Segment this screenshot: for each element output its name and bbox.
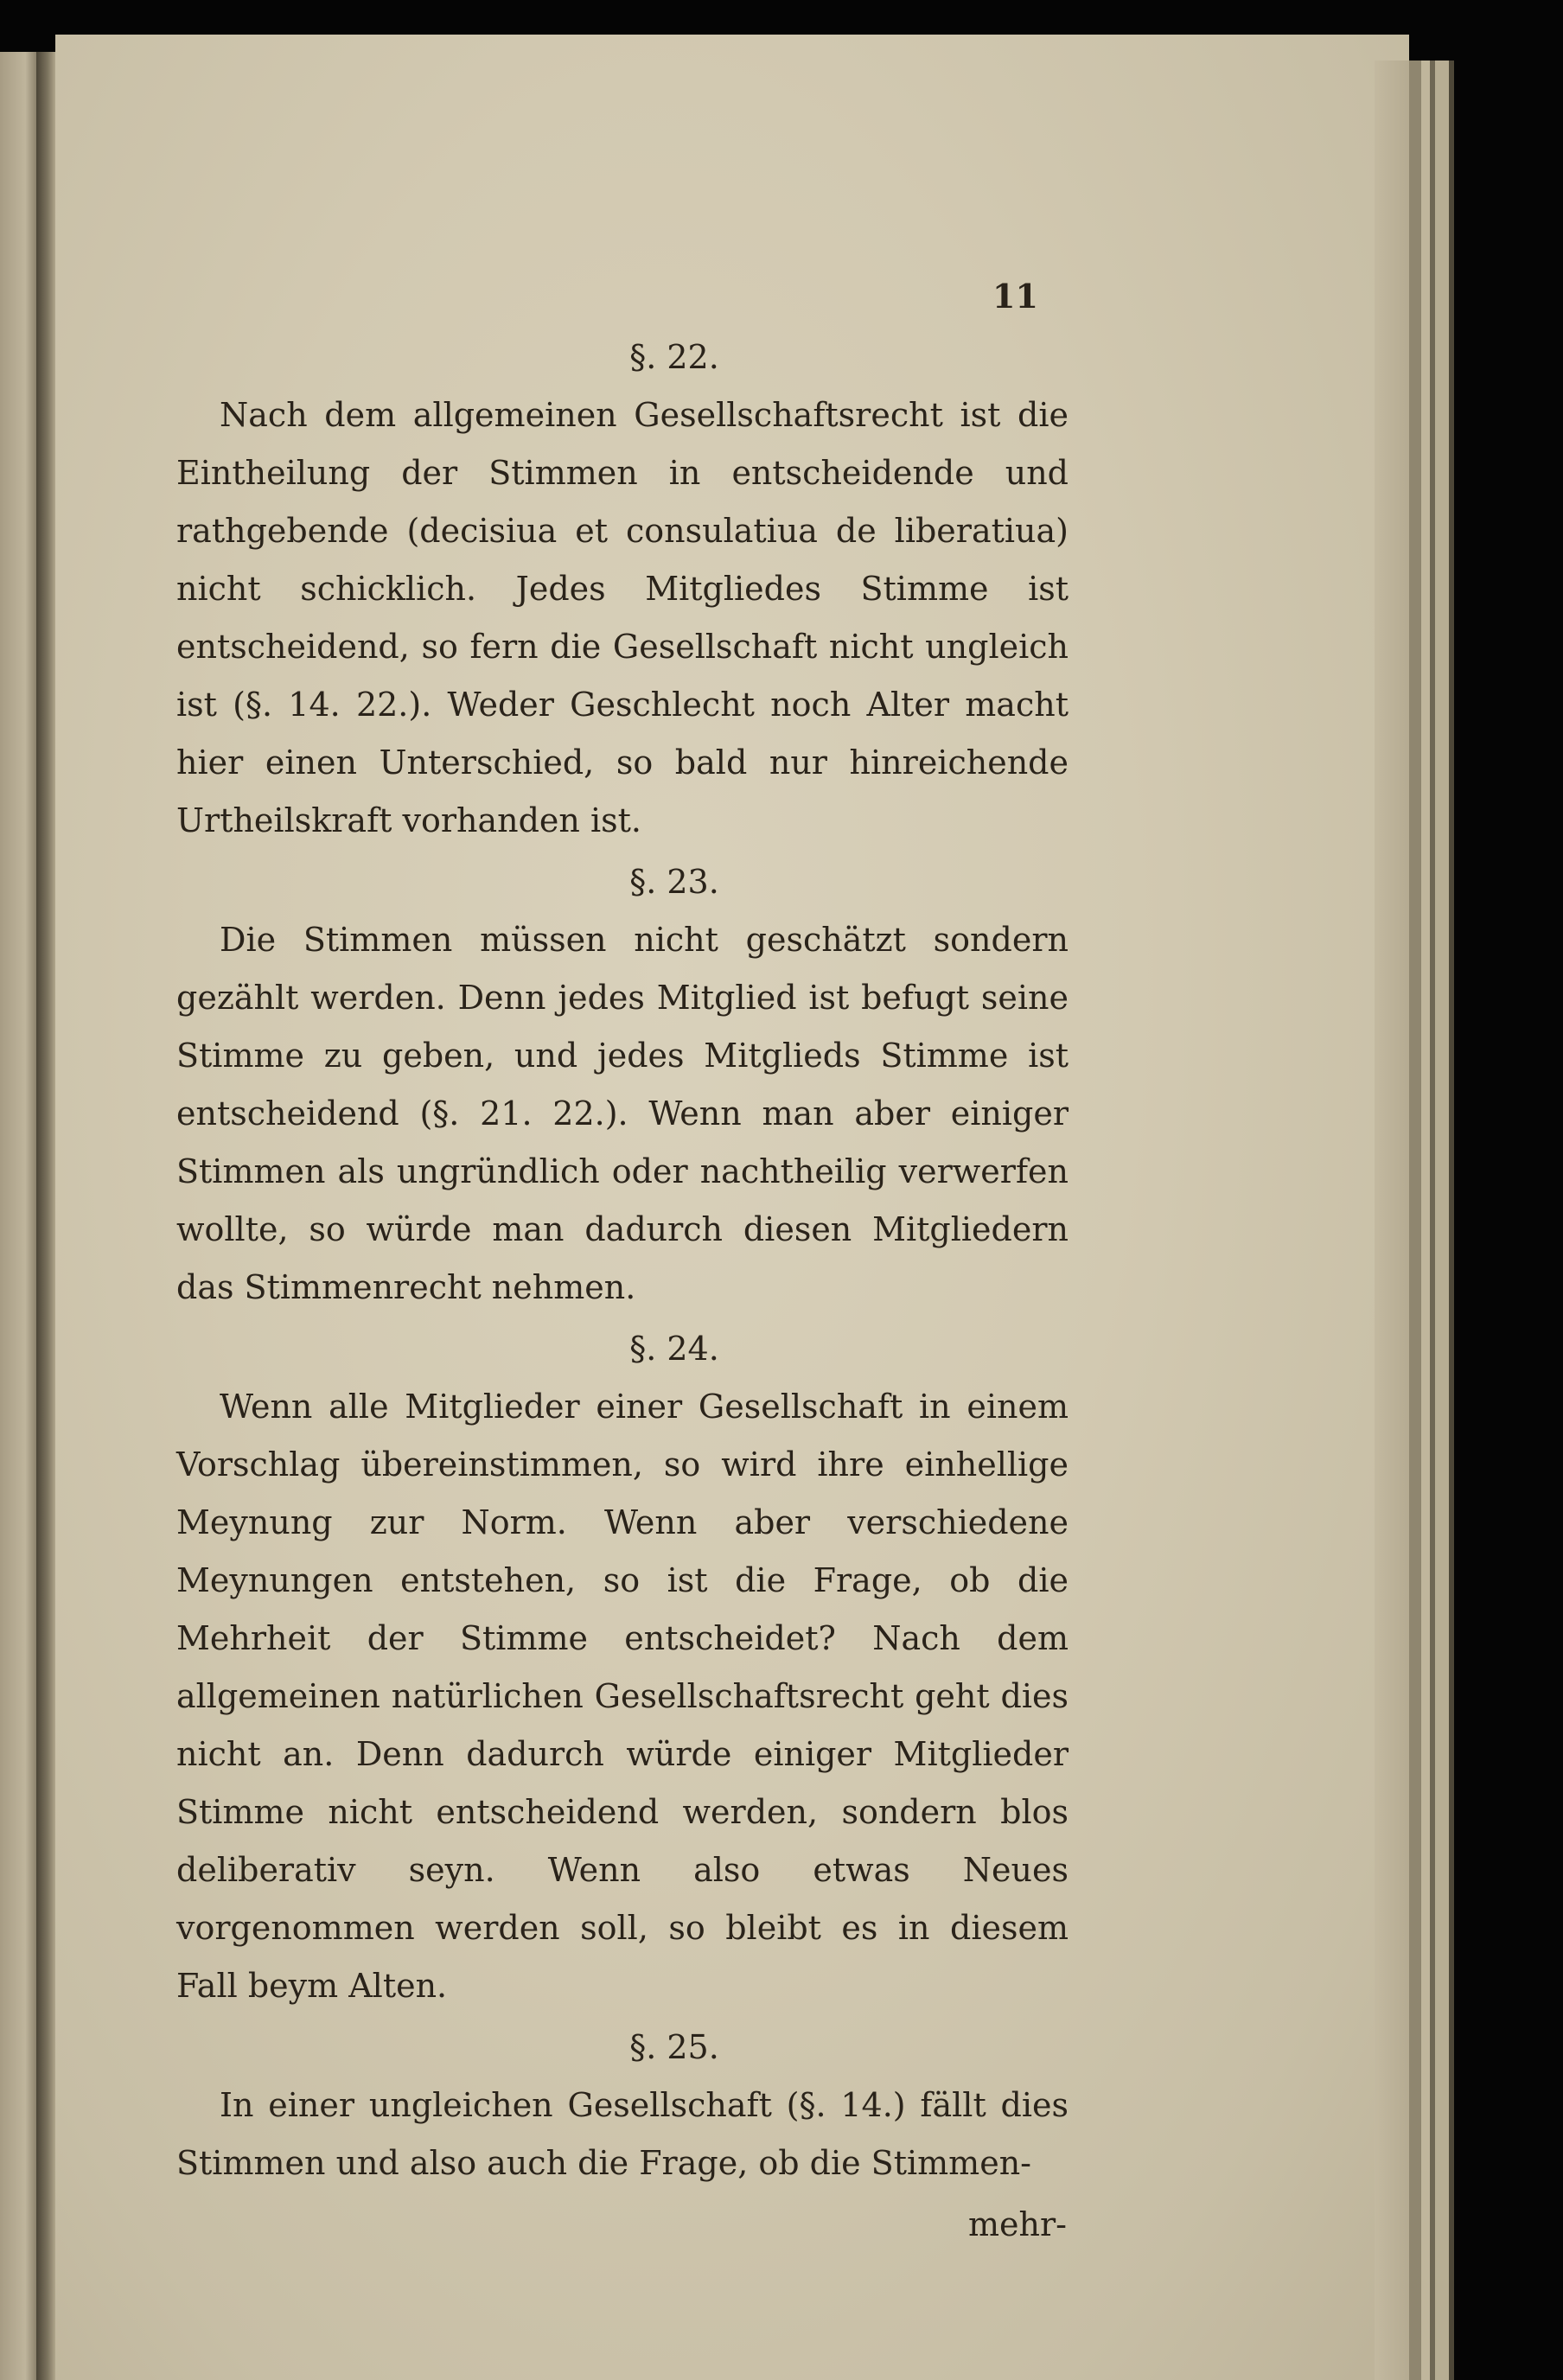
page-edge: [1421, 61, 1430, 2380]
section-heading: §. 23.: [629, 863, 719, 901]
section-heading: §. 22.: [629, 338, 719, 376]
page-edge: [1375, 61, 1409, 2380]
page-edge: [1435, 61, 1449, 2380]
page-edge: [1409, 61, 1421, 2380]
section-heading: §. 24.: [629, 1330, 719, 1368]
page-edge: [1449, 61, 1454, 2380]
page-number: 11: [992, 277, 1038, 316]
section-paragraph: Wenn alle Mitglieder einer Gesellschaft in einem Vorschlag übereinstimmen, so wird ihre einhellige Meynung zur Norm. Wenn aber verschiedene Meynungen entstehen, so ist die Frage, ob die Mehrheit der Stimme entscheidet? Nach dem allgemeinen natürlichen Gesellschaftsrecht geht dies nicht an. Denn dadurch würde einiger Mitglieder Stimme nicht entscheidend werden, sondern blos deliberativ seyn. Wenn also etwas Neues vorgenommen werden soll, so bleibt es in diesem Fall beym Alten.: [176, 1388, 1069, 2005]
section-heading: §. 25.: [629, 2028, 719, 2066]
section-paragraph: Nach dem allgemeinen Gesellschaftsrecht ist die Eintheilung der Stimmen in entscheidende und rathgebende (decisiua et consulatiua de liberatiua) nicht schicklich. Jedes Mitgliedes Stimme ist entscheidend, so fern die Gesellschaft nicht ungleich ist (§. 14. 22.). Weder Geschlecht noch Alter macht hier einen Unterschied, so bald nur hinreichende Urtheilskraft vorhanden ist.: [176, 396, 1069, 839]
page-text: [176, 259, 1069, 2254]
section-paragraph: Die Stimmen müssen nicht geschätzt sondern gezählt werden. Denn jedes Mitglied ist befugt seine Stimme zu geben, und jedes Mitglieds Stimme ist entscheidend (§. 21. 22.). Wenn man aber einiger Stimmen als ungründlich oder nachtheilig verwerfen wollte, so würde man dadurch diesen Mitgliedern das Stimmenrecht nehmen.: [176, 921, 1069, 1306]
catchword: mehr-: [968, 2205, 1067, 2243]
book-gutter: [36, 52, 55, 2380]
section-paragraph: In einer ungleichen Gesellschaft (§. 14.) fällt dies Stimmen und also auch die Frage, ob die Stimmen-: [176, 2086, 1069, 2182]
facing-page-edge: [0, 52, 36, 2380]
